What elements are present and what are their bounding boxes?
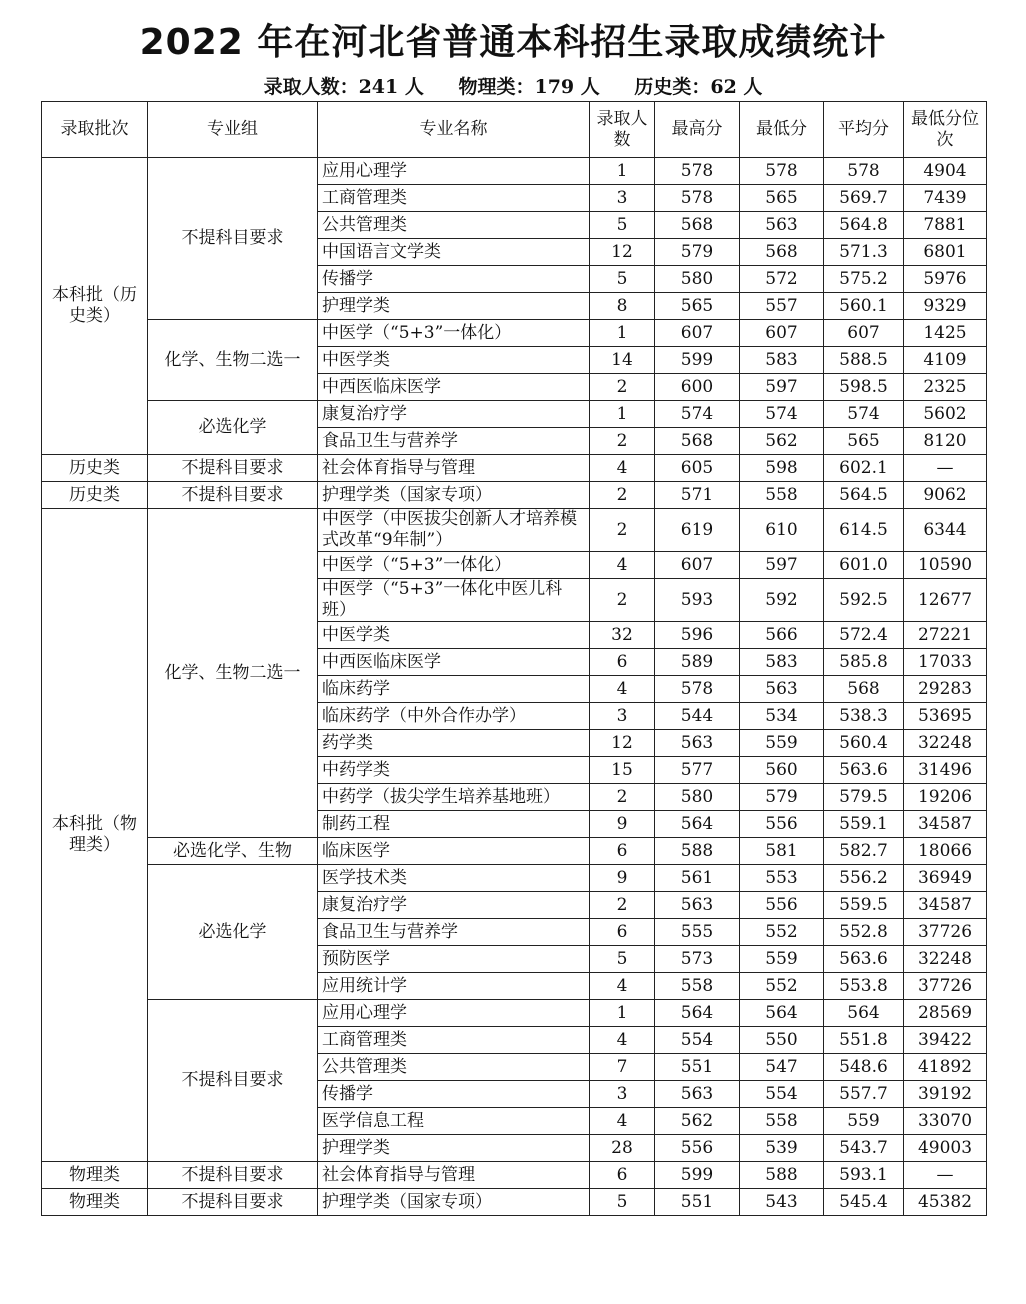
major-cell: 中医学（“5+3”一体化） [318, 320, 590, 347]
rank-cell: 49003 [904, 1135, 987, 1162]
count-cell: 12 [590, 239, 655, 266]
avg-cell: 564 [824, 1000, 904, 1027]
max-cell: 579 [655, 239, 740, 266]
major-cell: 医学信息工程 [318, 1108, 590, 1135]
count-cell: 3 [590, 185, 655, 212]
major-cell: 社会体育指导与管理 [318, 455, 590, 482]
min-cell: 588 [740, 1162, 824, 1189]
major-cell: 护理学类 [318, 1135, 590, 1162]
count-cell: 5 [590, 266, 655, 293]
count-cell: 5 [590, 212, 655, 239]
rank-cell: 29283 [904, 676, 987, 703]
group-cell: 不提科目要求 [148, 1162, 318, 1189]
avg-cell: 545.4 [824, 1189, 904, 1216]
avg-cell: 602.1 [824, 455, 904, 482]
major-cell: 中医学类 [318, 622, 590, 649]
rank-cell: 34587 [904, 892, 987, 919]
max-cell: 562 [655, 1108, 740, 1135]
header-major: 专业名称 [318, 102, 590, 158]
max-cell: 564 [655, 1000, 740, 1027]
table-row [42, 320, 987, 347]
avg-cell: 564.8 [824, 212, 904, 239]
min-cell: 597 [740, 552, 824, 579]
group-cell: 不提科目要求 [148, 482, 318, 509]
header-count: 录取人数 [590, 102, 655, 158]
rank-cell: 8120 [904, 428, 987, 455]
max-cell: 561 [655, 865, 740, 892]
count-cell: 1 [590, 158, 655, 185]
count-cell: 6 [590, 1162, 655, 1189]
max-cell: 571 [655, 482, 740, 509]
page-title: 2022 年在河北省普通本科招生录取成绩统计 [139, 22, 887, 63]
count-cell: 3 [590, 1081, 655, 1108]
min-cell: 557 [740, 293, 824, 320]
min-cell: 543 [740, 1189, 824, 1216]
table-row [42, 1000, 987, 1027]
rank-cell: 36949 [904, 865, 987, 892]
avg-cell: 543.7 [824, 1135, 904, 1162]
rank-cell: 39192 [904, 1081, 987, 1108]
rank-cell: 41892 [904, 1054, 987, 1081]
major-cell: 工商管理类 [318, 185, 590, 212]
major-cell: 社会体育指导与管理 [318, 1162, 590, 1189]
rank-cell: 7881 [904, 212, 987, 239]
max-cell: 556 [655, 1135, 740, 1162]
count-cell: 4 [590, 676, 655, 703]
avg-cell: 592.5 [824, 579, 904, 622]
avg-cell: 557.7 [824, 1081, 904, 1108]
major-cell: 应用心理学 [318, 158, 590, 185]
min-cell: 563 [740, 676, 824, 703]
avg-cell: 575.2 [824, 266, 904, 293]
min-cell: 534 [740, 703, 824, 730]
count-cell: 5 [590, 946, 655, 973]
min-cell: 563 [740, 212, 824, 239]
major-cell: 临床药学 [318, 676, 590, 703]
table-row [42, 455, 987, 482]
count-cell: 12 [590, 730, 655, 757]
max-cell: 544 [655, 703, 740, 730]
avg-cell: 593.1 [824, 1162, 904, 1189]
rank-cell: 31496 [904, 757, 987, 784]
avg-cell: 572.4 [824, 622, 904, 649]
summary-physics: 物理类：179 人 [458, 76, 600, 98]
count-cell: 9 [590, 865, 655, 892]
header-max: 最高分 [655, 102, 740, 158]
avg-cell: 560.4 [824, 730, 904, 757]
rank-cell: 37726 [904, 919, 987, 946]
max-cell: 596 [655, 622, 740, 649]
max-cell: 551 [655, 1054, 740, 1081]
min-cell: 554 [740, 1081, 824, 1108]
min-cell: 552 [740, 973, 824, 1000]
rank-cell: 27221 [904, 622, 987, 649]
max-cell: 563 [655, 730, 740, 757]
table-row [42, 865, 987, 892]
avg-cell: 579.5 [824, 784, 904, 811]
group-cell: 必选化学、生物 [148, 838, 318, 865]
min-cell: 564 [740, 1000, 824, 1027]
min-cell: 583 [740, 649, 824, 676]
major-cell: 制药工程 [318, 811, 590, 838]
avg-cell: 563.6 [824, 757, 904, 784]
min-cell: 583 [740, 347, 824, 374]
summary-history: 历史类：62 人 [634, 76, 763, 98]
min-cell: 572 [740, 266, 824, 293]
major-cell: 护理学类（国家专项） [318, 482, 590, 509]
max-cell: 577 [655, 757, 740, 784]
avg-cell: 607 [824, 320, 904, 347]
major-cell: 预防医学 [318, 946, 590, 973]
count-cell: 6 [590, 838, 655, 865]
header-row [42, 102, 987, 158]
rank-cell: 53695 [904, 703, 987, 730]
max-cell: 568 [655, 212, 740, 239]
min-cell: 610 [740, 509, 824, 552]
admission-table [41, 101, 987, 1216]
header-min: 最低分 [740, 102, 824, 158]
major-cell: 中医学类 [318, 347, 590, 374]
min-cell: 556 [740, 892, 824, 919]
avg-cell: 601.0 [824, 552, 904, 579]
avg-cell: 559.5 [824, 892, 904, 919]
min-cell: 581 [740, 838, 824, 865]
max-cell: 580 [655, 266, 740, 293]
avg-cell: 556.2 [824, 865, 904, 892]
max-cell: 578 [655, 185, 740, 212]
avg-cell: 551.8 [824, 1027, 904, 1054]
rank-cell: 9329 [904, 293, 987, 320]
min-cell: 553 [740, 865, 824, 892]
max-cell: 600 [655, 374, 740, 401]
summary-total: 录取人数：241 人 [263, 76, 424, 98]
max-cell: 599 [655, 347, 740, 374]
count-cell: 32 [590, 622, 655, 649]
min-cell: 566 [740, 622, 824, 649]
major-cell: 公共管理类 [318, 1054, 590, 1081]
count-cell: 4 [590, 1027, 655, 1054]
min-cell: 579 [740, 784, 824, 811]
max-cell: 588 [655, 838, 740, 865]
rank-cell: 4109 [904, 347, 987, 374]
min-cell: 539 [740, 1135, 824, 1162]
avg-cell: 578 [824, 158, 904, 185]
major-cell: 公共管理类 [318, 212, 590, 239]
avg-cell: 568 [824, 676, 904, 703]
header-batch: 录取批次 [42, 102, 148, 158]
min-cell: 558 [740, 482, 824, 509]
max-cell: 578 [655, 676, 740, 703]
avg-cell: 548.6 [824, 1054, 904, 1081]
avg-cell: 560.1 [824, 293, 904, 320]
rank-cell: 33070 [904, 1108, 987, 1135]
count-cell: 2 [590, 428, 655, 455]
group-cell: 化学、生物二选一 [148, 320, 318, 401]
min-cell: 607 [740, 320, 824, 347]
count-cell: 5 [590, 1189, 655, 1216]
avg-cell: 574 [824, 401, 904, 428]
min-cell: 578 [740, 158, 824, 185]
rank-cell: 17033 [904, 649, 987, 676]
major-cell: 护理学类（国家专项） [318, 1189, 590, 1216]
group-cell: 必选化学 [148, 401, 318, 455]
min-cell: 568 [740, 239, 824, 266]
avg-cell: 588.5 [824, 347, 904, 374]
avg-cell: 563.6 [824, 946, 904, 973]
max-cell: 564 [655, 811, 740, 838]
major-cell: 传播学 [318, 266, 590, 293]
min-cell: 550 [740, 1027, 824, 1054]
min-cell: 558 [740, 1108, 824, 1135]
min-cell: 552 [740, 919, 824, 946]
rank-cell: 2325 [904, 374, 987, 401]
group-cell: 不提科目要求 [148, 158, 318, 320]
avg-cell: 582.7 [824, 838, 904, 865]
group-cell: 不提科目要求 [148, 1189, 318, 1216]
count-cell: 15 [590, 757, 655, 784]
major-cell: 医学技术类 [318, 865, 590, 892]
major-cell: 药学类 [318, 730, 590, 757]
summary-line [0, 72, 1026, 99]
min-cell: 559 [740, 730, 824, 757]
count-cell: 28 [590, 1135, 655, 1162]
group-cell: 不提科目要求 [148, 455, 318, 482]
major-cell: 中国语言文学类 [318, 239, 590, 266]
count-cell: 4 [590, 552, 655, 579]
max-cell: 573 [655, 946, 740, 973]
rank-cell: 18066 [904, 838, 987, 865]
min-cell: 565 [740, 185, 824, 212]
major-cell: 康复治疗学 [318, 892, 590, 919]
avg-cell: 565 [824, 428, 904, 455]
count-cell: 6 [590, 919, 655, 946]
count-cell: 8 [590, 293, 655, 320]
header-avg: 平均分 [824, 102, 904, 158]
rank-cell: — [904, 1162, 987, 1189]
avg-cell: 598.5 [824, 374, 904, 401]
max-cell: 619 [655, 509, 740, 552]
rank-cell: 6344 [904, 509, 987, 552]
table-row [42, 1162, 987, 1189]
min-cell: 597 [740, 374, 824, 401]
batch-cell: 历史类 [42, 482, 148, 509]
count-cell: 4 [590, 455, 655, 482]
major-cell: 传播学 [318, 1081, 590, 1108]
avg-cell: 538.3 [824, 703, 904, 730]
max-cell: 555 [655, 919, 740, 946]
avg-cell: 559.1 [824, 811, 904, 838]
batch-cell: 物理类 [42, 1162, 148, 1189]
avg-cell: 553.8 [824, 973, 904, 1000]
batch-cell: 物理类 [42, 1189, 148, 1216]
major-cell: 中药学（拔尖学生培养基地班） [318, 784, 590, 811]
max-cell: 580 [655, 784, 740, 811]
max-cell: 578 [655, 158, 740, 185]
max-cell: 599 [655, 1162, 740, 1189]
avg-cell: 552.8 [824, 919, 904, 946]
rank-cell: 19206 [904, 784, 987, 811]
rank-cell: 12677 [904, 579, 987, 622]
group-cell: 化学、生物二选一 [148, 509, 318, 838]
avg-cell: 564.5 [824, 482, 904, 509]
count-cell: 2 [590, 482, 655, 509]
major-cell: 中医学（“5+3”一体化中医儿科班） [318, 579, 590, 622]
max-cell: 554 [655, 1027, 740, 1054]
rank-cell: — [904, 455, 987, 482]
major-cell: 康复治疗学 [318, 401, 590, 428]
major-cell: 中医学（“5+3”一体化） [318, 552, 590, 579]
count-cell: 1 [590, 401, 655, 428]
count-cell: 2 [590, 892, 655, 919]
table-row [42, 401, 987, 428]
rank-cell: 9062 [904, 482, 987, 509]
count-cell: 2 [590, 509, 655, 552]
count-cell: 9 [590, 811, 655, 838]
max-cell: 568 [655, 428, 740, 455]
rank-cell: 39422 [904, 1027, 987, 1054]
table-row [42, 509, 987, 552]
max-cell: 551 [655, 1189, 740, 1216]
major-cell: 工商管理类 [318, 1027, 590, 1054]
min-cell: 574 [740, 401, 824, 428]
rank-cell: 4904 [904, 158, 987, 185]
count-cell: 2 [590, 784, 655, 811]
max-cell: 558 [655, 973, 740, 1000]
group-cell: 不提科目要求 [148, 1000, 318, 1162]
major-cell: 护理学类 [318, 293, 590, 320]
batch-cell: 本科批（物理类） [42, 509, 148, 1162]
rank-cell: 45382 [904, 1189, 987, 1216]
count-cell: 4 [590, 973, 655, 1000]
count-cell: 14 [590, 347, 655, 374]
rank-cell: 34587 [904, 811, 987, 838]
rank-cell: 10590 [904, 552, 987, 579]
rank-cell: 5976 [904, 266, 987, 293]
count-cell: 1 [590, 1000, 655, 1027]
rank-cell: 5602 [904, 401, 987, 428]
max-cell: 605 [655, 455, 740, 482]
count-cell: 7 [590, 1054, 655, 1081]
major-cell: 中医学（中医拔尖创新人才培养模式改革“9年制”） [318, 509, 590, 552]
major-cell: 应用心理学 [318, 1000, 590, 1027]
header-group: 专业组 [148, 102, 318, 158]
count-cell: 2 [590, 579, 655, 622]
major-cell: 食品卫生与营养学 [318, 428, 590, 455]
table-row [42, 482, 987, 509]
count-cell: 4 [590, 1108, 655, 1135]
min-cell: 562 [740, 428, 824, 455]
avg-cell: 585.8 [824, 649, 904, 676]
count-cell: 6 [590, 649, 655, 676]
max-cell: 607 [655, 320, 740, 347]
batch-cell: 本科批（历史类） [42, 158, 148, 455]
table-row [42, 158, 987, 185]
rank-cell: 32248 [904, 946, 987, 973]
min-cell: 598 [740, 455, 824, 482]
major-cell: 中西医临床医学 [318, 374, 590, 401]
major-cell: 临床医学 [318, 838, 590, 865]
rank-cell: 6801 [904, 239, 987, 266]
count-cell: 1 [590, 320, 655, 347]
rank-cell: 37726 [904, 973, 987, 1000]
major-cell: 中药学类 [318, 757, 590, 784]
batch-cell: 历史类 [42, 455, 148, 482]
avg-cell: 614.5 [824, 509, 904, 552]
avg-cell: 559 [824, 1108, 904, 1135]
major-cell: 食品卫生与营养学 [318, 919, 590, 946]
table-row [42, 838, 987, 865]
group-cell: 必选化学 [148, 865, 318, 1000]
header-rank: 最低分位次 [904, 102, 987, 158]
min-cell: 547 [740, 1054, 824, 1081]
major-cell: 应用统计学 [318, 973, 590, 1000]
count-cell: 2 [590, 374, 655, 401]
major-cell: 中西医临床医学 [318, 649, 590, 676]
rank-cell: 7439 [904, 185, 987, 212]
max-cell: 574 [655, 401, 740, 428]
min-cell: 560 [740, 757, 824, 784]
avg-cell: 569.7 [824, 185, 904, 212]
max-cell: 565 [655, 293, 740, 320]
max-cell: 563 [655, 1081, 740, 1108]
major-cell: 临床药学（中外合作办学） [318, 703, 590, 730]
rank-cell: 32248 [904, 730, 987, 757]
table-row [42, 1189, 987, 1216]
count-cell: 3 [590, 703, 655, 730]
min-cell: 592 [740, 579, 824, 622]
min-cell: 559 [740, 946, 824, 973]
max-cell: 593 [655, 579, 740, 622]
avg-cell: 571.3 [824, 239, 904, 266]
rank-cell: 28569 [904, 1000, 987, 1027]
max-cell: 607 [655, 552, 740, 579]
min-cell: 556 [740, 811, 824, 838]
max-cell: 563 [655, 892, 740, 919]
rank-cell: 1425 [904, 320, 987, 347]
max-cell: 589 [655, 649, 740, 676]
